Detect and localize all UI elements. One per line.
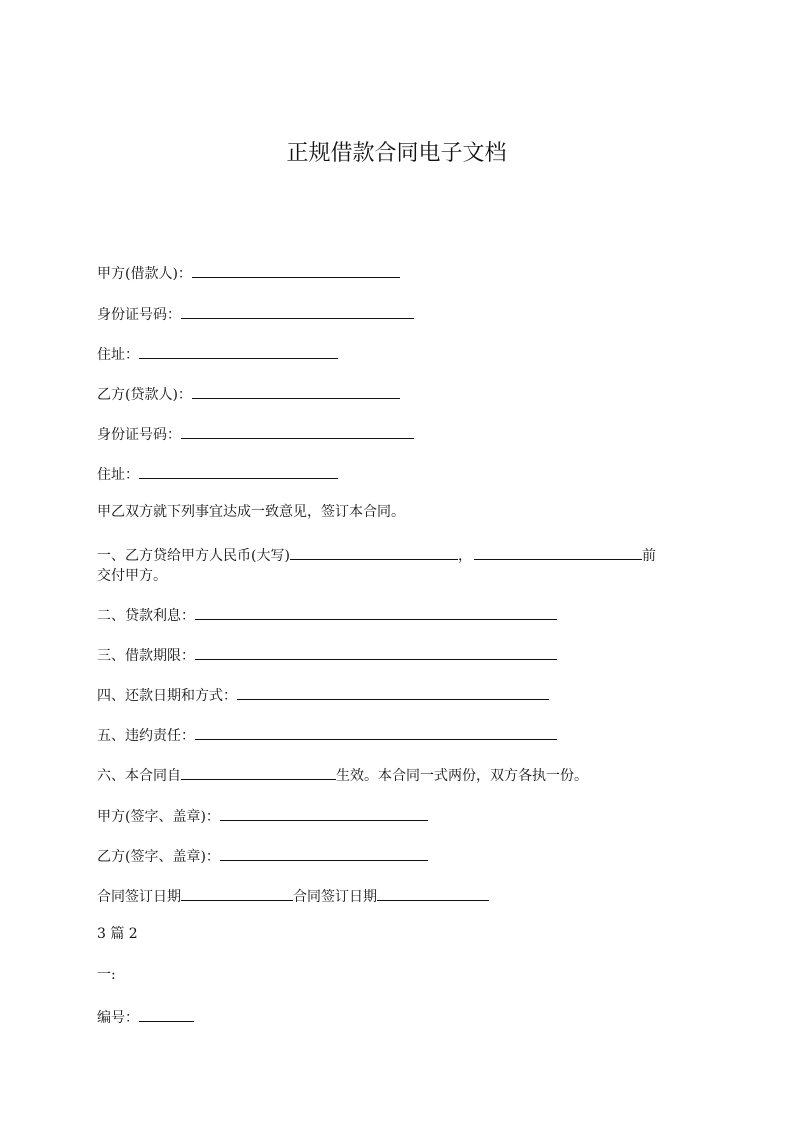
clause-5-blank[interactable] [195, 723, 557, 740]
clause-5-label: 五、违约责任： [97, 728, 195, 744]
clause-4-label: 四、还款日期和方式： [97, 688, 237, 704]
clause-4-blank[interactable] [237, 683, 549, 700]
page-title: 正规借款合同电子文档 [286, 141, 507, 166]
sign-a-blank[interactable] [220, 804, 428, 821]
part-one-label: 一: [97, 967, 116, 983]
number-blank[interactable] [139, 1005, 194, 1022]
party-b-id-row [97, 422, 414, 445]
clause-1-before: 前 [641, 548, 656, 564]
sign-b-label: 乙方(签字、盖章)： [97, 849, 220, 865]
number-label: 编号： [97, 1010, 139, 1026]
sign-a-label: 甲方(签字、盖章)： [97, 809, 220, 825]
clause-6-prefix: 六、本合同自 [97, 768, 181, 784]
party-b-blank[interactable] [192, 382, 400, 399]
sign-date-blank-1[interactable] [181, 884, 293, 901]
clause-6-row [97, 763, 588, 786]
clause-4-row [97, 683, 549, 706]
clause-2-blank[interactable] [195, 603, 557, 620]
number-row [97, 1005, 194, 1028]
agreement-intro: 甲乙双方就下列事宜达成一致意见，签订本合同。 [97, 504, 405, 520]
clause-1-prefix: 一、乙方贷给甲方人民币(大写) [97, 548, 290, 564]
party-a-address-label: 住址： [97, 347, 139, 363]
clause-1-date-blank[interactable] [474, 543, 642, 560]
party-a-row [97, 261, 400, 284]
party-b-row [97, 382, 400, 405]
party-b-address-row [97, 462, 338, 485]
sign-date-blank-2[interactable] [377, 884, 489, 901]
section-marker: 3 篇 2 [97, 926, 138, 942]
clause-3-row [97, 643, 557, 666]
party-a-id-blank[interactable] [181, 302, 414, 319]
clause-6-suffix: 生效。本合同一式两份，双方各执一份。 [336, 768, 588, 784]
party-b-label: 乙方(贷款人)： [97, 387, 192, 403]
clause-1-continuation: 交付甲方。 [97, 568, 167, 584]
clause-5-row [97, 723, 557, 746]
clause-3-label: 三、借款期限： [97, 648, 195, 664]
sign-date-row [97, 884, 489, 907]
party-a-label: 甲方(借款人)： [97, 266, 192, 282]
sign-b-blank[interactable] [220, 844, 428, 861]
clause-1 [97, 543, 697, 586]
sign-b-row [97, 844, 428, 867]
party-a-address-row [97, 342, 338, 365]
sign-a-row [97, 804, 428, 827]
clause-3-blank[interactable] [195, 643, 557, 660]
party-a-address-blank[interactable] [139, 342, 338, 359]
party-b-address-blank[interactable] [139, 462, 338, 479]
party-a-id-row [97, 302, 414, 325]
party-a-blank[interactable] [192, 261, 400, 278]
sign-date-label-1: 合同签订日期 [97, 889, 181, 905]
clause-1-comma: ， [457, 548, 472, 564]
clause-1-amount-blank[interactable] [290, 543, 458, 560]
sign-date-label-2: 合同签订日期 [293, 889, 377, 905]
clause-2-row [97, 603, 557, 626]
clause-2-label: 二、贷款利息： [97, 608, 195, 624]
party-a-id-label: 身份证号码： [97, 307, 181, 323]
clause-6-date-blank[interactable] [181, 763, 336, 780]
party-b-address-label: 住址： [97, 467, 139, 483]
party-b-id-blank[interactable] [181, 422, 414, 439]
party-b-id-label: 身份证号码： [97, 427, 181, 443]
